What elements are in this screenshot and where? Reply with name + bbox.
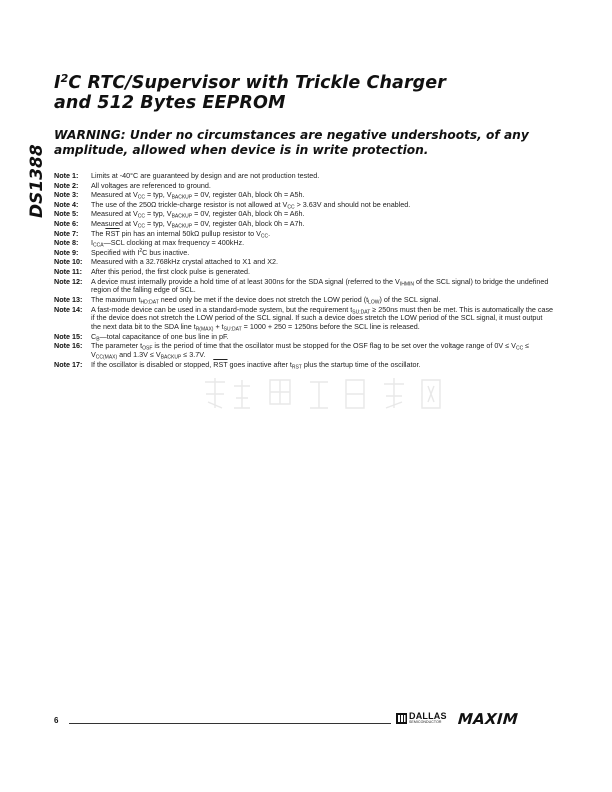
- note-label: Note 4:: [54, 199, 79, 209]
- footer-rule: [69, 723, 391, 724]
- note-text: Measured at $V_{CC}$ = typ, $V_{BACKUP} = 0V$, register 0Ah, block 0h = A6h.: [91, 209, 305, 220]
- page-title: [54, 73, 574, 113]
- note-label: Note 11:: [54, 266, 82, 276]
- note-text: The $\overline{RST}$ pin has an internal 50kΩ pullup resistor to $V_{CC}$.: [91, 228, 271, 240]
- note-item: [54, 172, 554, 181]
- note-label: Note 12:: [54, 276, 83, 286]
- note-label: Note 13:: [54, 294, 83, 304]
- note-item: [54, 201, 554, 210]
- note-label: Note 15:: [54, 331, 83, 341]
- title-main: C RTC/Supervisor with Trickle Charger: [68, 73, 447, 93]
- title-superscript: 2: [60, 72, 69, 85]
- note-text: The use of the 250Ω trickle-charge resistor is not allowed at $V_{CC} > 3.63V$ and should not be enabled.: [91, 199, 411, 211]
- note-label: Note 1:: [54, 171, 79, 180]
- note-item: [54, 333, 554, 342]
- note-item: [54, 220, 554, 229]
- note-label: Note 2:: [54, 180, 79, 190]
- note-label: Note 10:: [54, 257, 83, 267]
- note-label: Note 14:: [54, 304, 83, 314]
- note-item: [54, 249, 554, 258]
- note-item: [54, 230, 554, 239]
- note-text: The maximum $t_{HD:DAT}$ need only be met if the device does not stretch the LOW period $(t_{LOW})$ of the SCL signal.: [91, 294, 441, 306]
- note-item: [54, 210, 554, 219]
- note-item: [54, 306, 554, 332]
- note-text: Specified with $I^2C$ bus inactive.: [91, 247, 190, 257]
- note-label: Note 8:: [54, 238, 79, 248]
- dallas-logo-icon: [396, 713, 407, 724]
- note-text: After this period, the first clock pulse is generated.: [91, 266, 251, 276]
- dallas-brand-text: DALLAS: [409, 711, 447, 721]
- note-text: If the oscillator is disabled or stopped, $\overline{RST}$ goes inactive after $t_{RST}$ plus the startup time of the oscillator.: [91, 359, 421, 371]
- note-item: [54, 239, 554, 248]
- page-number: 6: [54, 716, 59, 725]
- dallas-subtext: SEMICONDUCTOR: [409, 720, 442, 724]
- note-label: Note 3:: [54, 190, 79, 200]
- note-label: Note 9:: [54, 247, 79, 257]
- note-text: A device must internally provide a hold time of at least 300ns for the SDA signal (referred to the $V_{IHMIN}$ of the SCL signal) to bridge the undefined region of the falling edge of SCL.: [91, 276, 549, 295]
- warning-text: WARNING: Under no circumstances are negative undershoots, of any amplitude, allowed when device is in write protection.: [54, 128, 529, 157]
- note-item: [54, 191, 554, 200]
- note-label: Note 6:: [54, 218, 79, 228]
- note-item: [54, 268, 554, 277]
- side-part-number: DS1388: [27, 144, 47, 218]
- watermark-stamp: [200, 374, 460, 414]
- note-item: [54, 278, 554, 296]
- note-text: Measured at $V_{CC}$ = typ, $V_{BACKUP} = 0V$, register 0Ah, block 0h = A5h.: [91, 190, 305, 201]
- note-label: Note 17:: [54, 359, 83, 369]
- note-text: The parameter $t_{OSF}$ is the period of time that the oscillator must be stopped for the OSF flag to be set over the voltage range of $0V \le V_{CC} \le V_{CC(MAX)}$ and $1.3V \le V_{BACKUP} \le 3.7V$.: [91, 341, 530, 361]
- note-item: [54, 258, 554, 267]
- note-text: A fast-mode device can be used in a standard-mode system, but the requirement $t_{SU:DAT} \ge 250ns$ must then be met. This is automatically the case if the device does not stretch the LOW period of the SCL signal. If such a device does stretch the LOW period of the SCL signal, it must output the next data bit to the SDA line $t_{R(MAX)} + t_{SU:DAT} = 1000 + 250 = 1250ns$ before the SCL line is released.: [91, 304, 554, 333]
- dallas-semiconductor-logo: [396, 711, 454, 727]
- note-item: [54, 342, 554, 360]
- note-label: Note 16:: [54, 341, 83, 351]
- maxim-logo: MAXIM: [457, 710, 519, 728]
- note-text: Measured at $V_{CC}$ = typ, $V_{BACKUP} = 0V$, register 0Ah, block 0h = A7h.: [91, 218, 305, 230]
- note-text: Measured with a 32.768kHz crystal attached to X1 and X2.: [91, 257, 278, 267]
- note-item: [54, 296, 554, 305]
- note-item: [54, 182, 554, 191]
- note-label: Note 5:: [54, 209, 79, 219]
- title-prefix: I: [54, 73, 61, 93]
- notes-list: [54, 172, 554, 370]
- note-item: [54, 361, 554, 370]
- note-text: $I_{CCA}—SCL$ clocking at max frequency = 400kHz.: [91, 238, 245, 249]
- note-text: $C_B—total$ capacitance of one bus line in pF.: [91, 331, 229, 343]
- note-text: Limits at -40°C are guaranteed by design and are not production tested.: [91, 171, 320, 180]
- title-line-2: and 512 Bytes EEPROM: [54, 93, 286, 113]
- note-label: Note 7:: [54, 228, 79, 238]
- note-text: All voltages are referenced to ground.: [91, 180, 211, 190]
